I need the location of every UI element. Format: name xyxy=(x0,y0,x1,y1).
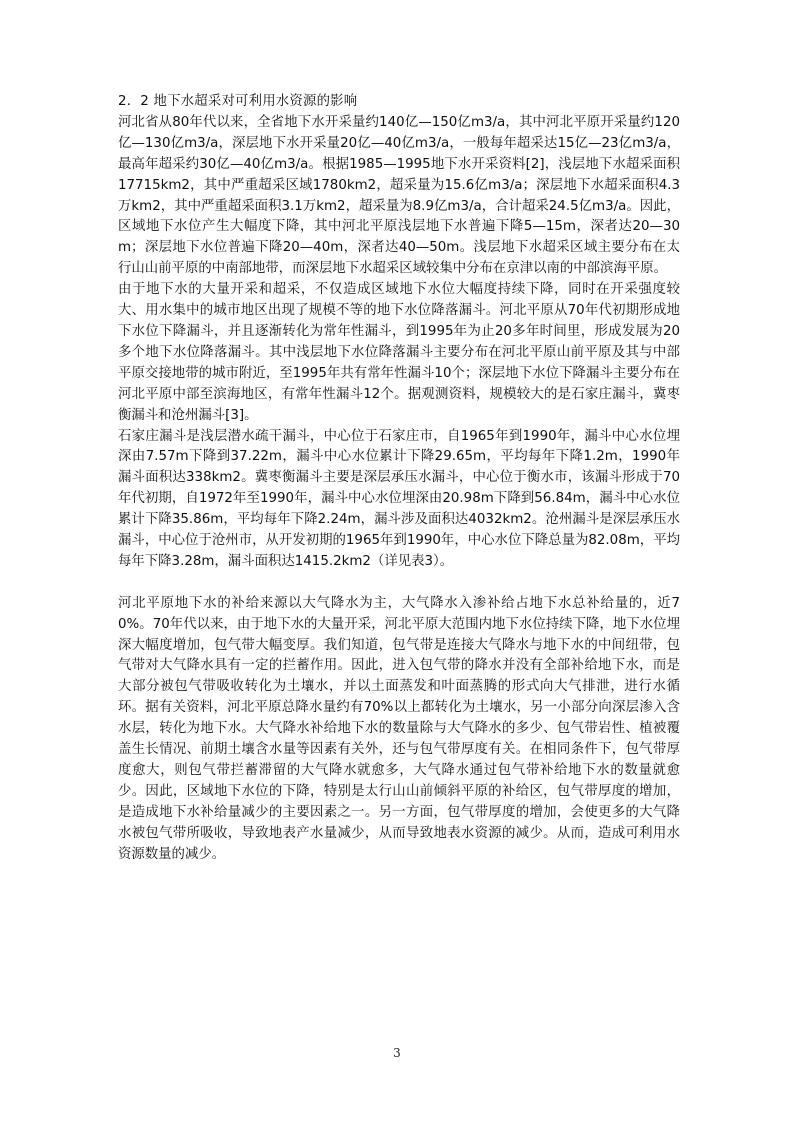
paragraph-cone-details: 石家庄漏斗是浅层潜水疏干漏斗，中心位于石家庄市，自1965年到1990年，漏斗中心水位埋深由7.57m下降到37.22m，漏斗中心水位累计下降29.65m，平均每年下降1.2m，1990年漏斗面积达338km2。冀枣衡漏斗主要是深层承压水漏斗，中心位于衡水市，该漏斗形成于70年代初期，自1972年至1990年，漏斗中心水位埋深由20.98m下降到56.84m，漏斗中心水位累计下降35.86m，平均每年下降2.24m，漏斗涉及面积达4032km2。沧州漏斗是深层承压水漏斗，中心位于沧州市，从开发初期的1965年到1990年，中心水位下降总量为82.08m，平均每年下降3.28m，漏斗面积达1415.2km2（详见表3）。 xyxy=(118,428,680,569)
page-number: 3 xyxy=(393,1046,401,1060)
paragraph-groundwater-overdraft: 河北省从80年代以来，全省地下水开采量约140亿—150亿m3/a，其中河北平原开采量约120亿—130亿m3/a，深层地下水开采量20亿—40亿m3/a，一般每年超采达15亿—23亿m3/a，最高年超采约30亿—40亿m3/a。根据1985—1995地下水开采资料[2]，浅层地下水超采面积17715km2，其中严重超采区域1780km2，超采量为15.6亿m3/a；深层地下水超采面积4.3万km2，其中严重超采面积3.1万km2，超采量为8.9亿m3/a，合计超采24.5亿m3/a。因此，区域地下水位产生大幅度下降，其中河北平原浅层地下水普遍下降5—15m，深者达20—30m；深层地下水位普遍下降20—40m，深者达40—50m。浅层地下水超采区域主要分布在太行山山前平原的中南部地带，而深层地下水超采区域较集中分布在京津以南的中部滨海平原。 xyxy=(118,114,680,277)
paragraph-recharge-reduction: 河北平原地下水的补给来源以大气降水为主，大气降水入渗补给占地下水总补给量的，近70%。70年代以来，由于地下水的大量开采，河北平原大范围内地下水位持续下降，地下水位埋深大幅度增加，包气带大幅变厚。我们知道，包气带是连接大气降水与地下水的中间纽带，包气带对大气降水具有一定的拦蓄作用。因此，进入包气带的降水并没有全部补给地下水，而是大部分被包气带吸收转化为土壤水，并以土面蒸发和叶面蒸腾的形式向大气排泄，进行水循环。据有关资料，河北平原总降水量约有70%以上都转化为土壤水，另一小部分向深层渗入含水层，转化为地下水。大气降水补给地下水的数量除与大气降水的多少、包气带岩性、植被覆盖生长情况、前期土壤含水量等因素有关外，还与包气带厚度有关。在相同条件下，包气带厚度愈大，则包气带拦蓄滞留的大气降水就愈多，大气降水通过包气带补给地下水的数量就愈少。因此，区域地下水位的下降，特别是太行山山前倾斜平原的补给区，包气带厚度的增加，是造成地下水补给量减少的主要因素之一。另一方面，包气带厚度的增加，会使更多的大气降水被包气带所吸收，导致地表产水量减少，从而导致地表水资源的减少。从而，造成可利用水资源数量的减少。 xyxy=(118,595,680,862)
paragraph-spacer xyxy=(118,573,680,594)
paragraph-depression-cones: 由于地下水的大量开采和超采，不仅造成区域地下水位大幅度持续下降，同时在开采强度较大、用水集中的城市地区出现了规模不等的地下水位降落漏斗。河北平原从70年代初期形成地下水位下降漏斗，并且逐渐转化为常年性漏斗，到1995年为止20多年时间里，形成发展为20多个地下水位降落漏斗。其中浅层地下水位降落漏斗主要分布在河北平原山前平原及其与中部平原交接地带的城市附近，至1995年共有常年性漏斗10个；深层地下水位下降漏斗主要分布在河北平原中部至滨海地区，有常年性漏斗12个。据观测资料，规模较大的是石家庄漏斗，冀枣衡漏斗和沧州漏斗[3]。 xyxy=(118,282,680,423)
section-heading: 2．2 地下水超采对可利用水资源的影响 xyxy=(118,94,358,109)
document-body xyxy=(118,92,680,866)
